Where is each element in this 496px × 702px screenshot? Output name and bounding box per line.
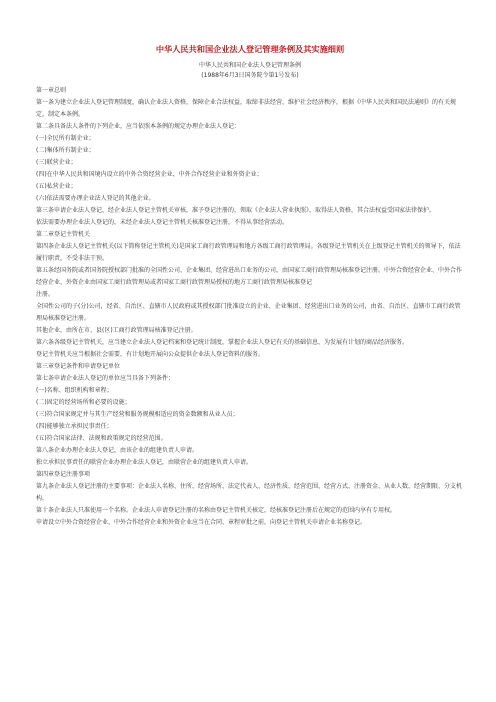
- paragraph: 第九条企业法人登记注册的主要事项：企业法人名称、住所、经营场所、法定代表人、经济性质、经营范围、经营方式、注册资金、从业人数、经营期限、分支机构。: [36, 483, 463, 502]
- paragraph: 注册。: [36, 291, 55, 298]
- document-body: [36, 85, 464, 529]
- paragraph: 依法需要办理企业法人登记的，未经企业法人登记主管机关核准登记注册，不得从事经营活动。: [36, 219, 289, 226]
- paragraph: 其他企业，由所在市、县(区)工商行政管理局核准登记注册。: [36, 327, 197, 334]
- paragraph: 全国性公司的子(分)公司，经省、自治区、直辖市人民政府或其授权部门批准设立的企业、企业集团、经营进出口业务的公司，由省、自治区、直辖市工商行政管理局核准登记注册。: [36, 303, 461, 322]
- paragraph: 独立承担民事责任的联营企业办理企业法人登记，由联营企业的组建负责人申请。: [36, 459, 253, 466]
- paragraph: 第四条企业法人登记主管机关(以下简称登记主管机关)是国家工商行政管理局和地方各级工商行政管理局。各级登记主管机关在上级登记主管机关的领导下，依法履行职责，不受非法干预。: [36, 243, 461, 262]
- paragraph: (四)在中华人民共和国境内设立的中外合资经营企业、中外合作经营企业和外资企业；: [36, 171, 263, 178]
- paragraph: (五)符合国家法律、法规和政策规定的经营范围。: [36, 435, 167, 442]
- paragraph: 第三条申请企业法人登记，经企业法人登记主管机关审核，准予登记注册的，领取《企业法人营业执照》，取得法人资格，其合法权益受国家法律保护。: [36, 207, 436, 214]
- paragraph: 第二章登记主管机关: [36, 231, 91, 238]
- paragraph: (五)私营企业；: [36, 183, 77, 190]
- paragraph: (六)依法需要办理企业法人登记的其他企业。: [36, 195, 155, 202]
- paragraph: 第五条经国务院或者国务院授权部门批准的全国性公司、企业集团、经营进出口业务的公司，由国家工商行政管理局核准登记注册。中外合资经营企业、中外合作经营企业、外资企业由国家工商行政管理局或者国家工商行政管理局授权的地方工商行政管理局核准登记: [36, 267, 463, 286]
- paragraph: 第一章总则: [36, 87, 67, 94]
- document-page: [36, 44, 464, 529]
- paragraph: (二)集体所有制企业；: [36, 147, 95, 154]
- paragraph: 第八条企业办理企业法人登记，由该企业的组建负责人申请。: [36, 447, 199, 454]
- paragraph: 第四章登记注册事项: [36, 471, 91, 478]
- paragraph: (三)符合国家规定并与其生产经营和服务规模相适应的资金数额和从业人员；: [36, 411, 239, 418]
- regulation-subtitle: 中华人民共和国企业法人登记管理条例: [198, 62, 301, 69]
- document-title: 中华人民共和国企业法人登记管理条例及其实施细则: [155, 44, 345, 54]
- paragraph: (二)固定的经营场所和必要的设施；: [36, 399, 131, 406]
- paragraph: 第十条企业法人只准使用一个名称。企业法人申请登记注册的名称由登记主管机关核定，经核准登记注册后在规定的范围内享有专用权。: [36, 507, 397, 514]
- paragraph: 第三章登记条件和申请登记单位: [36, 363, 121, 370]
- paragraph: 第二条具备法人条件的下列企业，应当依照本条例的规定办理企业法人登记：: [36, 123, 241, 130]
- paragraph: 第一条为建立企业法人登记管理制度，确认企业法人资格，保障企业合法权益，取缔非法经营，维护社会经济秩序，根据《中华人民共和国民法通则》的有关规定，制定本条例。: [36, 99, 457, 118]
- paragraph: (四)能够独立承担民事责任；: [36, 423, 113, 430]
- paragraph: (一)名称、组织机构和章程；: [36, 387, 113, 394]
- paragraph: 登记主管机关应当根据社会需要，有计划地开展向公众提供企业法人登记资料的服务。: [36, 351, 265, 358]
- paragraph: 第七条申请企业法人登记的单位应当具备下列条件：: [36, 375, 175, 382]
- paragraph: 第六条各级登记主管机关，应当建立企业法人登记档案和登记统计制度，掌握企业法人登记有关的基础信息，为发展有计划的商品经济服务。: [36, 339, 409, 346]
- decree-note: (1988年6月3日国务院令第1号发布): [201, 72, 299, 79]
- paragraph: 申请设立中外合资经营企业、中外合作经营企业和外资企业应当在合同、章程审批之前，向登记主管机关申请企业名称登记。: [36, 519, 367, 526]
- paragraph: (三)联营企业；: [36, 159, 77, 166]
- paragraph: (一)全民所有制企业；: [36, 135, 95, 142]
